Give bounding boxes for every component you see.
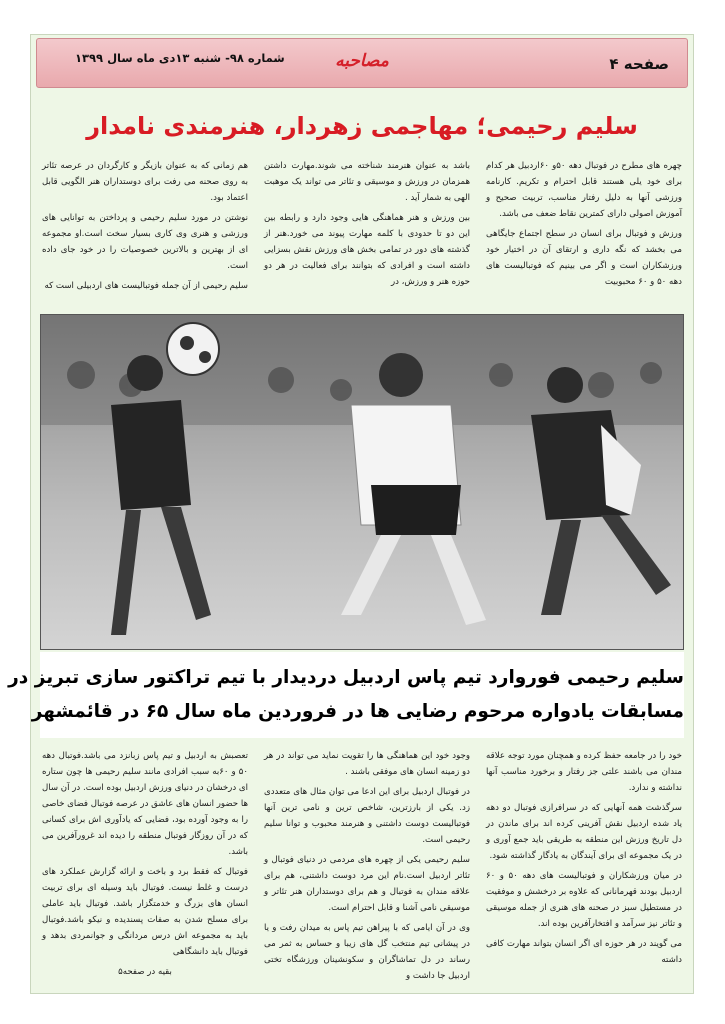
- paragraph: باشد به عنوان هنرمند شناخته می شوند.مهارت داشتن همزمان در ورزش و موسیقی و تئاتر می تواند یک موهبت الهی به شمار آید .: [264, 161, 470, 203]
- match-photo: [40, 314, 684, 650]
- paragraph: فوتبال که فقط برد و باخت و ارائه گزارش عملکرد های درست و غلط نیست. فوتبال باید وسیله ای برای تربیت انسان های بزرگ و خدمتگزار باشد. فوتبال باید عاملی برای مسلح شدن به صفات پسندیده و نیکو باشد.فوتبال باید به مجموعه اش درس مردانگی و جوانمردی بدهد و فوتبال باید دانشگاهی: [42, 867, 248, 957]
- section-label: مصاحبه: [335, 51, 389, 71]
- paragraph: چهره های مطرح در فوتبال دهه ۵۰و ۶۰اردبیل هر کدام برای خود یلی هستند قابل احترام و تکریم. کارنامه ورزشی آنها به دلیل رفتار مناسب، تربیت صحیح و آموزش اصولی دارای کمترین نقاط ضعف می باشد.: [486, 161, 682, 219]
- caption-line-2: مسابقات یادواره مرحوم رضایی ها در فروردین ماه سال ۶۵ در قائمشهر: [31, 701, 684, 722]
- paragraph: خود را در جامعه حفظ کرده و همچنان مورد توجه علاقه مندان می باشند علتی جز رفتار و برخورد مناسب آنها نداشته و ندارد.: [486, 751, 682, 793]
- paragraph: بین ورزش و هنر هماهنگی هایی وجود دارد و رابطه بین این دو تا حدودی با کلمه مهارت پیوند می خورد.هنر از گذشته های دور در تمامی بخش های ورزش نقش بسزایی داشته است و افرادی که بتوانند برای فعالیت در هر دو حوزه هنر و ورزش، در: [264, 213, 470, 287]
- paragraph: تعصبش به اردبیل و تیم پاس زبانزد می باشد.فوتبال دهه ۵۰ و ۶۰به سبب افرادی مانند سلیم رحیمی ها چون ستاره ای درخشان در دنیای ورزش اردبیل بوده است. در آن سال ها حضور انسان های عاشق در عرصه فوتبال فضای خاصی را به وجود آورده بود، فضایی که یادآوری اش برای کسانی که در آن روزگار فوتبال منطقه را دیده اند غرورآفرین می باشد.: [42, 751, 248, 857]
- page-header: [36, 38, 688, 88]
- paragraph: ورزش و فوتبال برای انسان در سطح اجتماع جایگاهی می بخشد که نگه داری و ارتقای آن در اختیار خود ورزشکاران است و اگر می بینیم که فوتبالیست های دهه ۵۰ و ۶۰ محبوبیت: [486, 229, 682, 287]
- continued-note: بقیه در صفحه۵: [118, 967, 172, 977]
- top-column-left: [42, 158, 248, 298]
- paragraph: نوشتن در مورد سلیم رحیمی و پرداختن به توانایی های ورزشی و هنری وی کاری بسیار سخت است.او مجموعه ای از بهترین و بالاترین خصوصیات را در خود جای داده است.: [42, 213, 248, 271]
- bottom-column-left: [42, 748, 248, 984]
- bottom-column-middle: [264, 748, 470, 988]
- top-column-middle: [264, 158, 470, 294]
- paragraph: وجود خود این هماهنگی ها را تقویت نماید می تواند در هر دو زمینه انسان های موفقی باشند .: [264, 751, 470, 777]
- photo-caption: [8, 652, 684, 738]
- page-number: صفحه ۴: [609, 55, 669, 73]
- bottom-column-right: [486, 748, 682, 972]
- paragraph: سرگذشت همه آنهایی که در سرافرازی فوتبال دو دهه یاد شده اردبیل نقش آفرینی کرده اند برای ماندن در دل تاریخ ورزش این منطقه به طریقی باید جمع آوری و در یک مجموعه ای برای آیندگان به یادگار گذاشته شود.: [486, 803, 682, 861]
- headline: سلیم رحیمی؛ مهاجمی زهردار، هنرمندی نامدار: [86, 112, 638, 140]
- paragraph: سلیم رحیمی یکی از چهره های مردمی در دنیای فوتبال و تئاتر اردبیل است.نام این مرد دوست داشتنی، هم برای علاقه مندان به فوتبال و هم برای دوستداران هنر تئاتر و موسیقی نامی آشنا و قابل احترام است.: [264, 855, 470, 913]
- paragraph: وی در آن ایامی که با پیراهن تیم پاس به میدان رفت و یا در پیشانی تیم منتخب گل های زیبا و حساس به ثمر می رساند در دل تماشاگران و سکونشینان ورزشگاه تختی اردبیل جا داشت و: [264, 923, 470, 981]
- paragraph: در فوتبال اردبیل برای این ادعا می توان مثال های متعددی زد. یکی از بارزترین، شاخص ترین و نامی ترین آنها فوتبالیست دوست داشتنی و هنرمند محبوب و توانا سلیم رحیمی است.: [264, 787, 470, 845]
- paragraph: هم زمانی که به عنوان بازیگر و کارگردان در عرصه تئاتر به روی صحنه می رفت برای دوستداران هنر الگویی قابل اعتماد بود.: [42, 161, 248, 203]
- football-photo-illustration: [41, 315, 684, 650]
- caption-line-1: سلیم رحیمی فوروارد تیم پاس اردبیل دردیدار با تیم تراکتور سازی تبریز در: [8, 667, 684, 688]
- paragraph: می گویند در هر حوزه ای اگر انسان بتواند مهارت کافی داشته: [486, 939, 682, 965]
- paragraph: سلیم رحیمی از آن جمله فوتبالیست های اردبیلی است که: [44, 281, 248, 291]
- top-column-right: [486, 158, 682, 294]
- issue-info: شماره ۹۸- شنبه ۱۳دی ماه سال ۱۳۹۹: [75, 51, 285, 65]
- paragraph: در میان ورزشکاران و فوتبالیست های دهه ۵۰ و ۶۰ اردبیل بودند قهرمانانی که علاوه بر درخشش و موفقیت در مستطیل سبز در صحنه های هنری از جمله موسیقی و تئاتر نیز سرآمد و افتخارآفرین بوده اند.: [486, 871, 682, 929]
